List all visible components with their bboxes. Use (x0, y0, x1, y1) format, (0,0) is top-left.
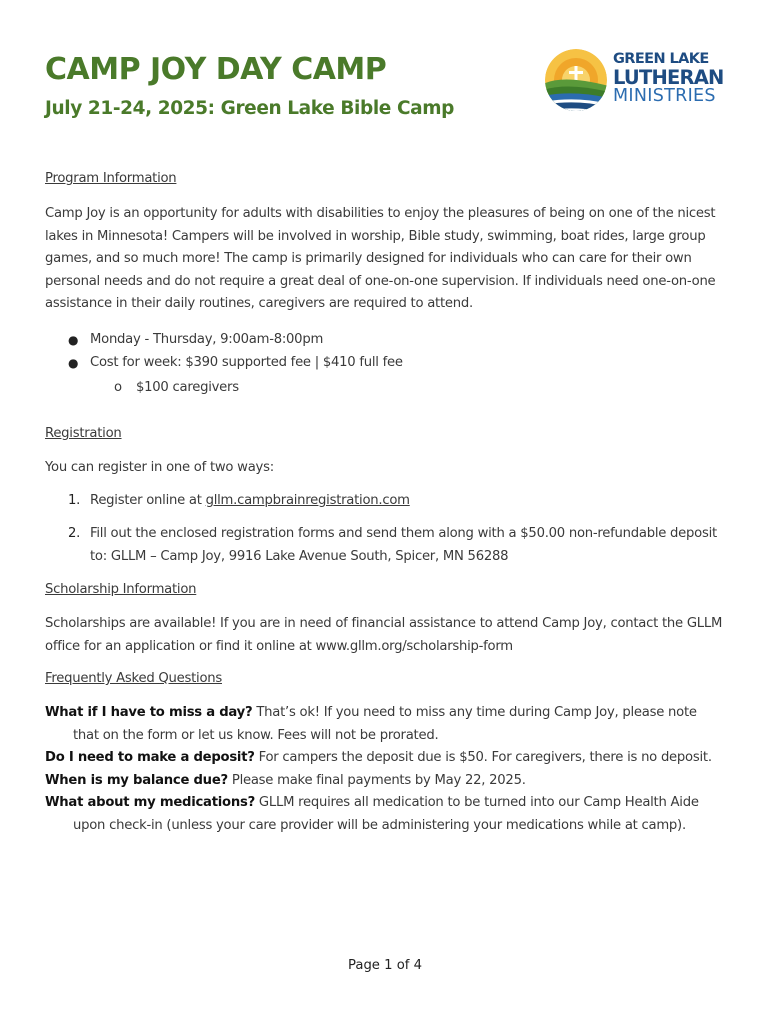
bullet-text: Monday - Thursday, 9:00am-8:00pm (90, 332, 324, 347)
registration-heading: Registration (45, 426, 122, 441)
faq-item (45, 702, 725, 747)
sub-bullet-marker: o (114, 380, 122, 395)
faq-answer: GLLM requires all medication to be turned into our Camp Health Aide upon check-in (unless your care provider will be administering your medications while at camp). (73, 795, 699, 833)
mail-registration-text: Fill out the enclosed registration forms and send them along with a $50.00 non-refundable deposit to: GLLM – Camp Joy, 9916 Lake Avenue South, Spicer, MN 56288 (90, 526, 717, 564)
faq-list (45, 702, 725, 838)
faq-question: When is my balance due? (45, 772, 228, 788)
faq-heading: Frequently Asked Questions (45, 671, 222, 686)
registration-link[interactable]: gllm.campbrainregistration.com (205, 493, 410, 508)
list-item (68, 523, 718, 568)
faq-question: What if I have to miss a day? (45, 705, 253, 720)
list-item (68, 490, 718, 513)
registration-intro: You can register in one of two ways: (45, 460, 274, 475)
faq-item (45, 747, 725, 770)
document-title: CAMP JOY DAY CAMP (45, 52, 387, 87)
bullet-text: Cost for week: $390 supported fee | $410 full fee (90, 354, 403, 370)
faq-answer: For campers the deposit due is $50. For caregivers, there is no deposit. (254, 750, 712, 766)
program-bullet-list (68, 329, 708, 374)
document-subtitle: July 21-24, 2025: Green Lake Bible Camp (45, 98, 454, 119)
logo-line-1: GREEN LAKE (613, 51, 709, 67)
list-number: 2. (68, 526, 81, 541)
faq-answer: That’s ok! If you need to miss any time during Camp Joy, please note that on the form or let us know. Fees will not be prorated. (73, 705, 697, 743)
sun-lake-emblem-icon (543, 44, 609, 120)
faq-question: What about my medications? (45, 795, 255, 811)
bullet-icon: ● (68, 333, 79, 347)
scholarship-heading: Scholarship Information (45, 582, 197, 597)
scholarship-paragraph: Scholarships are available! If you are in need of financial assistance to attend Camp Joy, contact the GLLM office for an application or find it online at www.gllm.org/scholarship-form (45, 616, 723, 654)
registration-options-list-2 (68, 523, 718, 568)
logo-line-3: MINISTRIES (613, 86, 716, 106)
bullet-icon: ● (68, 355, 79, 370)
logo-line-2: LUTHERAN (613, 65, 724, 89)
program-info-paragraph: Camp Joy is an opportunity for adults with disabilities to enjoy the pleasures of being on one of the nicest lakes in Minnesota! Campers will be involved in worship, Bible study, swimming, boat rides, large group games, and so much more! The camp is primarily designed for individuals who can care for their own personal needs and do not require a great deal of one-on-one supervision. If individuals need one-on-one assistance in their daily routines, caregivers are required to attend. (45, 206, 716, 312)
logo-wordmark (613, 52, 724, 106)
register-online-text: Register online at (90, 493, 206, 508)
faq-item (45, 770, 725, 793)
registration-options-list (68, 490, 718, 513)
sub-bullet-item (114, 377, 239, 400)
green-lake-lutheran-ministries-logo (543, 44, 723, 122)
list-item (68, 352, 708, 375)
list-item (68, 329, 708, 352)
sub-bullet-text: $100 caregivers (136, 380, 239, 395)
page-number: Page 1 of 4 (348, 958, 422, 973)
list-number: 1. (68, 493, 81, 508)
faq-answer: Please make final payments by May 22, 2025. (227, 772, 526, 788)
faq-item (45, 792, 725, 837)
program-info-heading: Program Information (45, 171, 177, 186)
faq-question: Do I need to make a deposit? (45, 750, 255, 766)
